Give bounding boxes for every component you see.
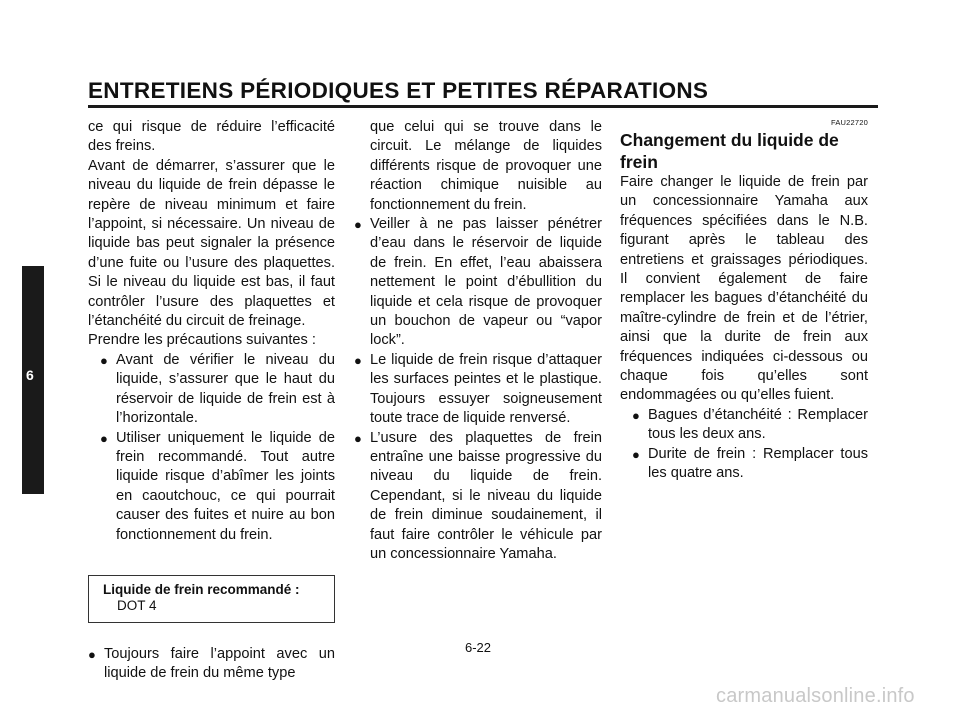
spec-box bbox=[88, 575, 335, 623]
list-item: ● Avant de vérifier le niveau du liquide, s’assurer que le haut du réservoir de liquide de frein est à l’horizontale. bbox=[100, 351, 335, 429]
paragraph: Faire changer le liquide de frein par un concessionnaire Yamaha aux fréquences spécifiées dans le N.B. figurant après le tableau des entretiens et graissages périodiques. Il convient également de faire remplacer les bagues d’étanchéité du maître-cylindre de frein et de l’étrier, ainsi que la durite de frein aux fréquences indiquées ci-dessous ou chaque fois qu’elles sont endommagées ou qu’elles fuient. bbox=[620, 174, 868, 404]
precautions-list bbox=[354, 215, 602, 564]
title-rule bbox=[88, 105, 878, 108]
list-item: ● Toujours faire l’appoint avec un liquide de frein du même type bbox=[88, 645, 335, 684]
precautions-list bbox=[88, 351, 335, 545]
paragraph: Avant de démarrer, s’assurer que le niveau du liquide de frein dépasse le repère de niveau minimum et faire l’appoint, si nécessaire. Un niveau de liquide bas peut signaler la présence d’une fuite ou l’usure des plaquettes. Si le niveau du liquide est bas, il faut contrôler l’usure des plaquettes et l’étanchéité du circuit de freinage. bbox=[88, 157, 335, 330]
column-left bbox=[88, 118, 335, 684]
list-item: ● Durite de frein : Remplacer tous les quatre ans. bbox=[632, 445, 868, 484]
list-item: ● Bagues d’étanchéité : Remplacer tous les deux ans. bbox=[632, 406, 868, 445]
list-item: ● Le liquide de frein risque d’attaquer les surfaces peintes et le plastique. Toujours essuyer soigneusement toute trace de liquide renversé. bbox=[354, 351, 602, 429]
section-title: ENTRETIENS PÉRIODIQUES ET PETITES RÉPARATIONS bbox=[88, 78, 709, 103]
list-item: ● Veiller à ne pas laisser pénétrer d’eau dans le réservoir de liquide de frein. En effet, l’eau abaissera nettement le point d’ébullition du liquide et cela risque de provoquer un bouchon de vapeur ou “vapor lock”. bbox=[354, 215, 602, 351]
column-middle bbox=[354, 118, 602, 564]
list-item: ● L’usure des plaquettes de frein entraîne une baisse progressive du niveau du liquide de frein. Cependant, si le niveau du liquide de frein diminue soudainement, il faut faire contrôler le véhicule par un concessionnaire Yamaha. bbox=[354, 429, 602, 565]
list-item: ● Utiliser uniquement le liquide de frein recommandé. Tout autre liquide risque d’abîmer les joints en caoutchouc, ce qui pourrait causer des fuites et nuire au bon fonctionnement du frein. bbox=[100, 429, 335, 545]
spec-label: Liquide de frein recommandé : bbox=[103, 581, 300, 597]
subsection-heading: Changement du liquide de frein bbox=[620, 130, 839, 172]
paragraph: ce qui risque de réduire l’efficacité des freins. bbox=[88, 119, 335, 155]
chapter-number: 6 bbox=[26, 367, 34, 383]
spec-value: DOT 4 bbox=[117, 597, 157, 613]
watermark: carmanualsonline.info bbox=[716, 685, 915, 707]
precautions-list-continued bbox=[88, 645, 335, 684]
reference-code: FAU22720 bbox=[830, 118, 868, 127]
paragraph: que celui qui se trouve dans le circuit. Le mélange de liquides différents risque de provoquer une réaction chimique nuisible au fonctionnement du frein. bbox=[370, 119, 602, 213]
page-number: 6-22 bbox=[465, 640, 492, 655]
column-right bbox=[620, 118, 868, 484]
replacement-list bbox=[620, 406, 868, 484]
paragraph: Prendre les précautions suivantes : bbox=[88, 332, 316, 349]
